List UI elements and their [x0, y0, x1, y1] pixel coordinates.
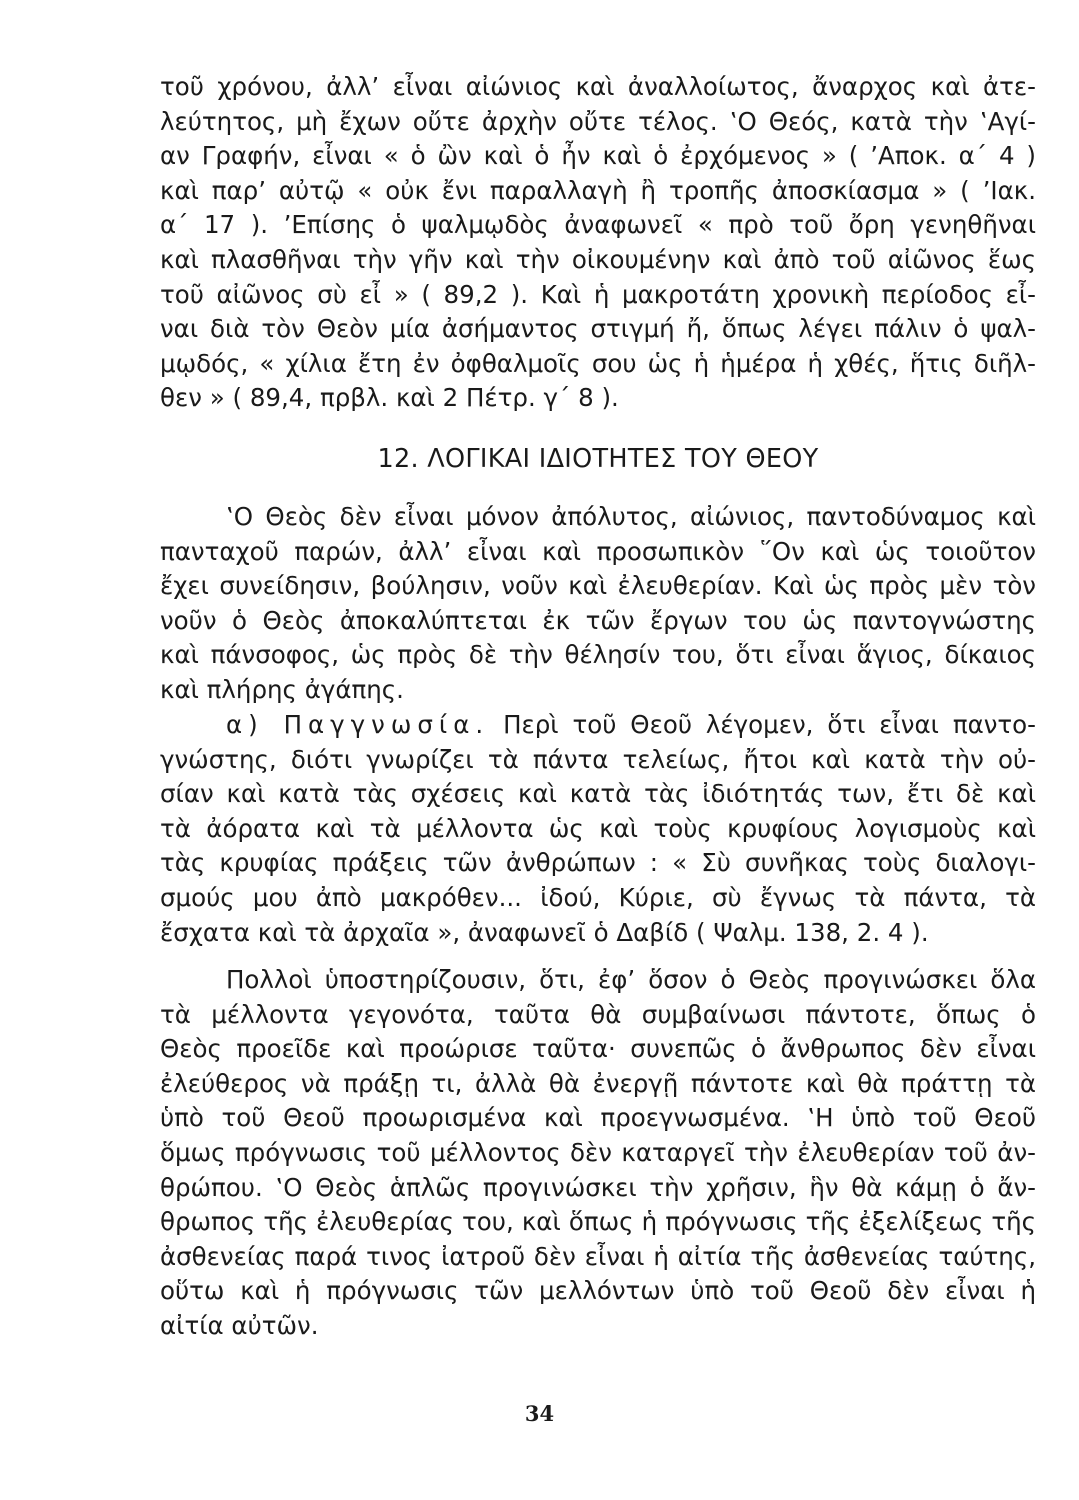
text-line: ἀσθενείας παρά τινος ἰατροῦ δὲν εἶναι ἡ αἰτία τῆς ἀσθενείας ταύτης, — [160, 1241, 1036, 1271]
text-line: καὶ παρ’ αὐτῷ « οὐκ ἔνι παραλλαγὴ ἢ τροπῆς ἀποσκίασμα » ( ’Ιακ. — [160, 175, 1036, 205]
text-line: τὰ μέλλοντα γεγονότα, ταῦτα θὰ συμβαίνωσι πάντοτε, ὅπως ὁ — [160, 999, 1036, 1029]
text-line: αν Γραφήν, εἶναι « ὁ ὢν καὶ ὁ ἦν καὶ ὁ ἐρχόμενος » ( ’Αποκ. α΄ 4 ) — [160, 141, 1036, 171]
subsection-label: α) Παγγνωσία. — [226, 710, 490, 739]
paragraph-4 — [160, 963, 1036, 1344]
text-line: ὑπὸ τοῦ Θεοῦ προωρισμένα καὶ προεγνωσμένα. ‛Η ὑπὸ τοῦ Θεοῦ — [160, 1103, 1036, 1133]
text-line: ὅμως πρόγνωσις τοῦ μέλλοντος δὲν καταργεῖ τὴν ἐλευθερίαν τοῦ ἀν- — [160, 1137, 1036, 1167]
text-line: τοῦ αἰῶνος σὺ εἶ » ( 89,2 ). Καὶ ἡ μακροτάτη χρονικὴ περίοδος εἶ- — [160, 279, 1036, 309]
text-line: τὰς κρυφίας πράξεις τῶν ἀνθρώπων : « Σὺ συνῆκας τοὺς διαλογι- — [160, 848, 1036, 878]
text-line: καὶ πλήρης ἀγάπης. — [160, 674, 404, 704]
text-line: γνώστης, διότι γνωρίζει τὰ πάντα τελείως, ἤτοι καὶ κατὰ τὴν οὐ- — [160, 744, 1036, 774]
paragraph-1 — [160, 70, 1036, 416]
text-line: λεύτητος, μὴ ἔχων οὔτε ἀρχὴν οὔτε τέλος. ‛Ο Θεός, κατὰ τὴν ‛Αγί- — [160, 106, 1036, 136]
text-line: τοῦ χρόνου, ἀλλ’ εἶναι αἰώνιος καὶ ἀναλλοίωτος, ἄναρχος καὶ ἀτε- — [160, 72, 1036, 101]
text-line: οὕτω καὶ ἡ πρόγνωσις τῶν μελλόντων ὑπὸ τοῦ Θεοῦ δὲν εἶναι ἡ — [160, 1276, 1036, 1306]
text-line-content: Περὶ τοῦ Θεοῦ λέγομεν, ὅτι εἶναι παντο- — [503, 710, 1036, 739]
section-heading: 12. ΛΟΓΙΚΑΙ ΙΔΙΟΤΗΤΕΣ ΤΟΥ ΘΕΟΥ — [377, 444, 819, 474]
text-line: αἰτία αὐτῶν. — [160, 1310, 319, 1340]
text-line: θεν » ( 89,4, πρβλ. καὶ 2 Πέτρ. γ΄ 8 ). — [160, 383, 619, 413]
text-line: μῳδός, « χίλια ἔτη ἐν ὀφθαλμοῖς σου ὡς ἡ ἡμέρα ἡ χθές, ἥτις διῆλ- — [160, 348, 1036, 378]
text-line: Πολλοὶ ὑποστηρίζουσιν, ὅτι, ἐφ’ ὅσον ὁ Θεὸς προγινώσκει ὅλα — [226, 965, 1036, 994]
paragraph-3 — [160, 708, 1036, 950]
text-line: νοῦν ὁ Θεὸς ἀποκαλύπτεται ἐκ τῶν ἔργων του ὡς παντογνώστης — [160, 605, 1036, 635]
paragraph-2 — [160, 500, 1036, 708]
text-line: καὶ πλασθῆναι τὴν γῆν καὶ τὴν οἰκουμένην καὶ ἀπὸ τοῦ αἰῶνος ἕως — [160, 244, 1036, 274]
text-line: ἔχει συνείδησιν, βούλησιν, νοῦν καὶ ἐλευθερίαν. Καὶ ὡς πρὸς μὲν τὸν — [160, 571, 1036, 601]
text-line: ἔσχατα καὶ τὰ ἀρχαῖα », ἀναφωνεῖ ὁ Δαβίδ ( Ψαλμ. 138, 2. 4 ). — [160, 917, 929, 947]
text-line: τὰ ἀόρατα καὶ τὰ μέλλοντα ὡς καὶ τοὺς κρυφίους λογισμοὺς καὶ — [160, 813, 1036, 843]
text-line: α΄ 17 ). ’Επίσης ὁ ψαλμῳδὸς ἀναφωνεῖ « πρὸ τοῦ ὄρη γενηθῆναι — [160, 210, 1036, 240]
text-line: ναι διὰ τὸν Θεὸν μία ἀσήμαντος στιγμή ἤ, ὅπως λέγει πάλιν ὁ ψαλ- — [160, 314, 1036, 344]
text-line: θρωπος τῆς ἐλευθερίας του, καὶ ὅπως ἡ πρόγνωσις τῆς ἐξελίξεως τῆς — [160, 1207, 1036, 1237]
page-number: 34 — [524, 1401, 555, 1426]
text-line: ἐλεύθερος νὰ πράξῃ τι, ἀλλὰ θὰ ἐνεργῇ πάντοτε καὶ θὰ πράττῃ τὰ — [160, 1068, 1036, 1098]
text-line — [160, 708, 1036, 743]
text-line: ‛Ο Θεὸς δὲν εἶναι μόνον ἀπόλυτος, αἰώνιος, παντοδύναμος καὶ — [226, 502, 1036, 531]
text-line: καὶ πάνσοφος, ὡς πρὸς δὲ τὴν θέλησίν του, ὅτι εἶναι ἅγιος, δίκαιος — [160, 640, 1036, 670]
text-line: Θεὸς προεῖδε καὶ προώρισε ταῦτα· συνεπῶς ὁ ἄνθρωπος δὲν εἶναι — [160, 1034, 1036, 1064]
text-line: πανταχοῦ παρών, ἀλλ’ εἶναι καὶ προσωπικὸν ῞Ον καὶ ὡς τοιοῦτον — [160, 536, 1036, 566]
text-line: σμούς μου ἀπὸ μακρόθεν... ἰδού, Κύριε, σὺ ἔγνως τὰ πάντα, τὰ — [160, 882, 1036, 912]
text-line: σίαν καὶ κατὰ τὰς σχέσεις καὶ κατὰ τὰς ἰδιότητάς των, ἔτι δὲ καὶ — [160, 779, 1036, 809]
text-line: θρώπου. ‛Ο Θεὸς ἁπλῶς προγινώσκει τὴν χρῆσιν, ἣν θὰ κάμῃ ὁ ἄν- — [160, 1172, 1036, 1202]
